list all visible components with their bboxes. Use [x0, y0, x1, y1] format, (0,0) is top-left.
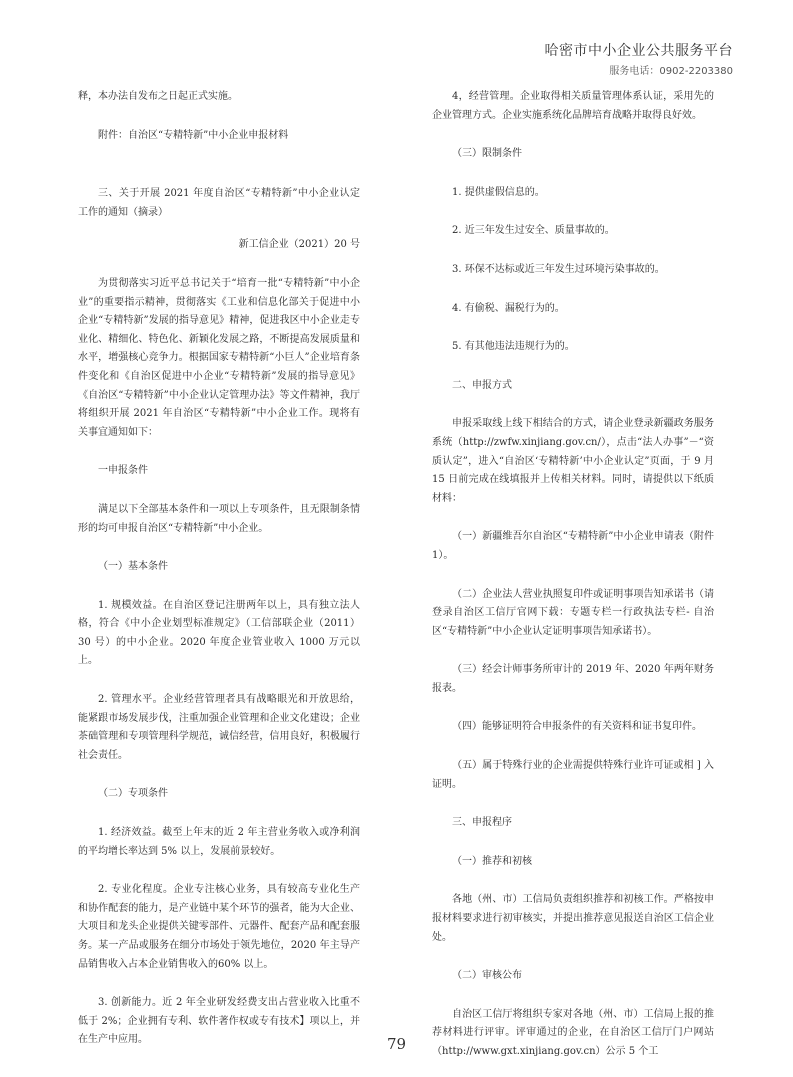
subheading: （一）推荐和初核 — [452, 855, 532, 867]
paragraph: 为贯彻落实习近平总书记关于“培育一批“专精特新”中小企业”的重要指示精神，贯彻落实《工业和信息化部关于促进中小企业“专精特新”发展的指导意见》精神，促进我区中小企业走专业化、精细化、特色化、新颖化发展之路，不断提高发展质量和水平，增强核心竞争力。根据国家专精特新“小巨人”企业培育条件变化和《自治区促进中小企业“专精特新”发展的指导意见》《自治区“专精特新”中小企业认定管理办法》等文件精神，我厅将组织开展 2021 年自治区“专精特新”中小企业工作。现将有关事宜通知如下： — [78, 277, 360, 438]
right-column — [432, 88, 714, 1062]
page-header — [545, 40, 734, 77]
list-item: 5. 有其他违法违规行为的。 — [452, 341, 575, 353]
paragraph: 1. 规模效益。在自治区登记注册两年以上，具有独立法人格，符合《中小企业划型标准规定》（工信部联企业（2011）30 号）的中小企业。2020 年度企业管业收入 1000 万元以上。 — [78, 599, 360, 667]
subheading: （三）限制条件 — [452, 148, 522, 160]
subheading: （二）审核公布 — [452, 970, 522, 982]
section-heading: 三、申报程序 — [452, 817, 512, 829]
list-item: 2. 近三年发生过安全、质量事故的。 — [452, 225, 615, 237]
list-item: （四）能够证明符合申报条件的有关资料和证书复印件。 — [452, 721, 702, 733]
subheading: （一）基本条件 — [98, 561, 168, 573]
list-item: 3. 环保不达标或近三年发生过环境污染事故的。 — [452, 263, 665, 275]
paragraph: 释，本办法自发布之日起正式实施。 — [78, 91, 238, 102]
paragraph: 3. 创新能力。近 2 年全业研发经费支出占营业收入比重不低于 2%；企业拥有专利、软件著作权或专有技术】项以上，并在生产中应用。 — [78, 997, 360, 1046]
document-number: 新工信企业（2021）20 号 — [238, 239, 360, 251]
page-number: 79 — [386, 1035, 407, 1053]
paragraph: 2. 专业化程度。企业专注核心业务，具有较高专业化生产和协作配套的能力，是产业链中某个环节的强者，能为大企业、大项目和龙头企业提供关键零部件、元器件、配套产品和配套服务。某一产品或服务在细分市场处于领先地位，2020 年主导产品销售收入占本企业销售收入的60% 以上。 — [78, 884, 360, 970]
paragraph: 自治区工信厅将组织专家对各地（州、市）工信局上报的推荐材料进行评审。评审通过的企业，在自治区工信厅门户网站（http://www.gxt.xinjiang.gov.cn）公示 5 个工 — [432, 1008, 714, 1057]
paragraph: 2. 管理水平。企业经营管理者具有战略眼光和开放思给，能紧跟市场发展步伐，注重加强企业管理和企业文化建设；企业茶础管理和专项管理科学规范，诚信经营，信用良好，积极履行社会责任。 — [78, 694, 360, 761]
paragraph: 满足以下全部基本条件和一项以上专项条件，且无限制条情形的均可申报自治区“专精特新”中小企业。 — [78, 503, 360, 534]
list-item: （三）经会计师事务所审计的 2019 年、2020 年两年财务报表。 — [432, 664, 714, 694]
service-phone: 服务电话：0902-2203380 — [609, 66, 733, 77]
paragraph: 4，经营管理。企业取得相关质量管理体系认证，采用先的企业管理方式。企业实施系统化品牌培育战略并取得良好效。 — [432, 91, 714, 121]
section-heading: 三、关于开展 2021 年度自治区“专精特新”中小企业认定工作的通知（摘录） — [78, 188, 360, 218]
list-item: （五）属于特殊行业的企业需提供特殊行业许可证或相 ] 入证明。 — [432, 760, 714, 790]
list-item: （二）企业法人营业执照复印件或证明事项告知承诺书（请登录自治区工信厅官网下载：专题专栏一行政执法专栏- 自治区“专精特新”中小企业认定证明事项告知承诺书）。 — [432, 588, 714, 637]
paragraph: 各地（州、市）工信局负责组织推荐和初核工作。严格按申报材料要求进行初审核实，并提出推荐意见报送自治区工信企业处。 — [432, 894, 714, 943]
list-item: 1. 提供虚假信息的。 — [452, 186, 545, 198]
left-column — [78, 88, 360, 1050]
paragraph: 申报采取线上线下相结合的方式，请企业登录新疆政务服务系统（http://zwfw.xinjiang.gov.cn/），点击“法人办事”－“资质认定”，进入“自治区‘专精特新’中小企业认定”页面，于 9 月 15 日前完成在线填报并上传相关材料。同时，请提供以下纸质材料： — [432, 418, 714, 504]
subheading: 一申报条件 — [98, 465, 148, 477]
paragraph: 1. 经济效益。截至上年末的近 2 年主营业务收入或净利润的平均增长率达到 5% 以上，发展前景较好。 — [78, 827, 360, 857]
list-item: （一）新疆维吾尔自治区“专精特新”中小企业申请表（附件 1）。 — [432, 531, 714, 561]
subheading: （二）专项条件 — [98, 788, 168, 800]
attachment-note: 附件：自治区“专精特新”中小企业申报材料 — [98, 129, 289, 141]
list-item: 4. 有偷税、漏税行为的。 — [452, 302, 565, 314]
platform-name: 哈密市中小企业公共服务平台 — [544, 43, 733, 59]
section-heading: 二、申报方式 — [452, 379, 512, 391]
